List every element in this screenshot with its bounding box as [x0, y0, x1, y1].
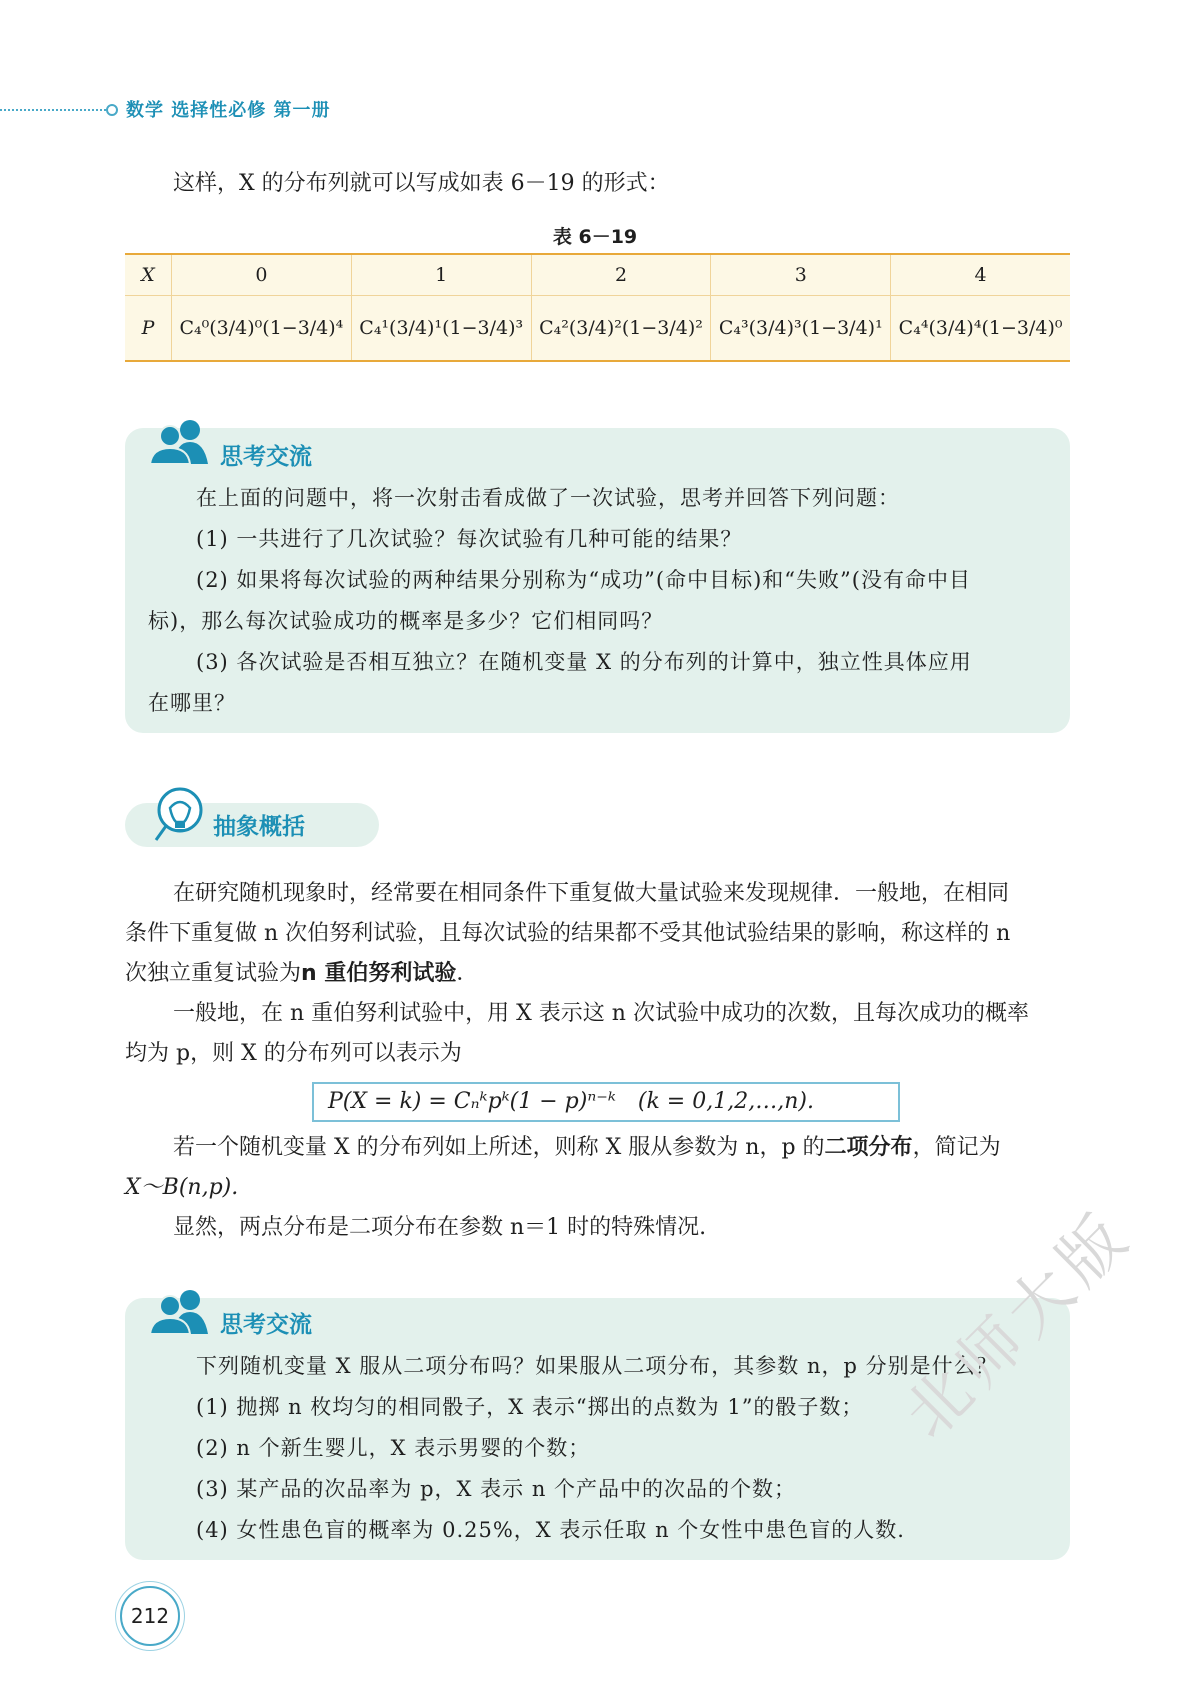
think-line: (2) 如果将每次试验的两种结果分别称为“成功”(命中目标)和“失败”(没有命中目 [196, 568, 971, 592]
think-line: (3) 某产品的次品率为 p，X 表示 n 个产品中的次品的个数； [196, 1477, 797, 1501]
table-caption: 表 6－19 [552, 226, 638, 248]
abstract-text: 均为 p，则 X 的分布列可以表示为 [125, 1041, 462, 1066]
think-line: (2) n 个新生婴儿，X 表示男婴的个数； [196, 1436, 591, 1460]
watermark: 北师大版 [890, 1196, 1147, 1453]
lightbulb-icon [150, 786, 206, 848]
abstract-text: 在研究随机现象时，经常要在相同条件下重复做大量试验来发现规律．一般地，在相同 [173, 881, 1010, 906]
p-value: C₄¹(3/4)¹(1−3/4)³ [351, 296, 531, 362]
think-line: 在哪里？ [148, 691, 236, 715]
think-line: 标)，那么每次试验成功的概率是多少？它们相同吗？ [148, 609, 664, 633]
think-line: (3) 各次试验是否相互独立？在随机变量 X 的分布列的计算中，独立性具体应用 [196, 650, 972, 674]
table-row-x [125, 254, 1070, 296]
intro-text: 这样，X 的分布列就可以写成如表 6－19 的形式： [173, 171, 670, 196]
binomial-formula: P(X = k) = Cₙᵏpᵏ(1 − p)ⁿ⁻ᵏ (k = 0,1,2,…,n). [312, 1082, 900, 1122]
header-rule [0, 109, 110, 111]
row-label-x: X [125, 254, 172, 296]
people-icon [146, 418, 214, 466]
abstract-text: X～B(n,p). [125, 1175, 239, 1200]
x-value: 3 [711, 254, 891, 296]
abstract-text-part: 若一个随机变量 X 的分布列如上所述，则称 X 服从参数为 n，p 的 [173, 1135, 825, 1160]
p-value: C₄²(3/4)²(1−3/4)² [531, 296, 711, 362]
abstract-text: 一般地，在 n 重伯努利试验中，用 X 表示这 n 次试验中成功的次数，且每次成功的概率 [173, 1001, 1029, 1026]
p-value: C₄⁴(3/4)⁴(1−3/4)⁰ [891, 296, 1070, 362]
think-line: 在上面的问题中，将一次射击看成做了一次试验，思考并回答下列问题： [196, 486, 900, 510]
abstract-text [125, 954, 478, 994]
think-line: 下列随机变量 X 服从二项分布吗？如果服从二项分布，其参数 n，p 分别是什么？ [196, 1354, 998, 1378]
x-value: 1 [351, 254, 531, 296]
p-value: C₄³(3/4)³(1−3/4)¹ [711, 296, 891, 362]
abstract-text [173, 1128, 1001, 1168]
header-dot [106, 104, 118, 116]
distribution-table [125, 253, 1070, 362]
row-label-p: P [141, 317, 155, 339]
x-value: 4 [891, 254, 1070, 296]
abstract-text-part: 次独立重复试验为 [125, 961, 302, 986]
x-value: 2 [531, 254, 711, 296]
think-line: (4) 女性患色盲的概率为 0.25%，X 表示任取 n 个女性中患色盲的人数. [196, 1518, 905, 1542]
think-line: (1) 一共进行了几次试验？每次试验有几种可能的结果？ [196, 527, 743, 551]
think-line: (1) 抛掷 n 枚均匀的相同骰子，X 表示“掷出的点数为 1”的骰子数； [196, 1395, 864, 1419]
table-row-p [125, 296, 1070, 362]
abstract-text: 条件下重复做 n 次伯努利试验，且每次试验的结果都不受其他试验结果的影响，称这样的 n [125, 921, 1011, 946]
abstract-title: 抽象概括 [213, 814, 305, 840]
p-value: C₄⁰(3/4)⁰(1−3/4)⁴ [172, 296, 352, 362]
book-title: 数学 选择性必修 第一册 [126, 100, 331, 121]
abstract-text-part: ． [456, 961, 479, 986]
term-n-bernoulli: n 重伯努利试验 [301, 961, 457, 986]
term-binomial: 二项分布 [824, 1135, 913, 1160]
abstract-text-part: ，简记为 [912, 1135, 1001, 1160]
x-value: 0 [172, 254, 352, 296]
abstract-text: 显然，两点分布是二项分布在参数 n＝1 时的特殊情况. [173, 1215, 707, 1240]
think-title: 思考交流 [220, 444, 312, 470]
think-title: 思考交流 [220, 1312, 312, 1338]
people-icon [146, 1288, 214, 1336]
page-number: 212 [120, 1586, 180, 1646]
